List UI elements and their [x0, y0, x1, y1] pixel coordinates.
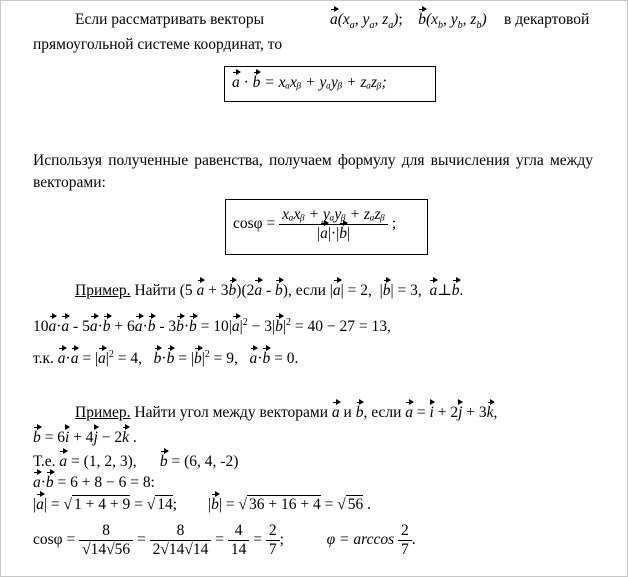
cos-fraction: $\frac{\text{xₐxᵦ + yₐyᵦ + zₐzᵦ}}{|a|\cdot|b|}$ — [279, 206, 388, 243]
intro-line1: Если рассматривать векторы — [75, 11, 265, 28]
vectors-definition: $a(x_a$, $y_a$, $z_a$); $b(x_b$, $y_b$, $z_b$) — [330, 11, 487, 32]
example1-line3: т.к. $a\cdot a = |a|^2 = 4$, $b\cdot b = |b|^2 = 9$, a·b = 0. — [33, 349, 299, 368]
frac-2: $\frac{8}{2√14√14}$ — [150, 522, 212, 559]
frac-3: $\frac{4}{14}$ — [228, 522, 250, 559]
frac-1: $\frac{8}{√14√56}$ — [79, 522, 133, 559]
example2-cos: cosφ = $\frac{8}{√14√56}$ = $\frac{8}{2√14√14}$ = $\frac{4}{14}$ = $\frac{2}{7}$ ; φ = arccos $\frac{2}{7}$ . — [33, 522, 416, 558]
example2-norms: |a| = √ 1 + 4 + 9 = √ 14; |b| = √ 36 + 16 + 4 = √ 56 . — [33, 496, 371, 513]
example2-dot: a·b = 6 + 8 − 6 = 8: — [33, 474, 155, 491]
vector-a-symbol: a — [330, 11, 338, 28]
intro-line2: прямоугольной системе координат, то — [33, 36, 283, 53]
intro-line1-end: в декартовой — [504, 11, 590, 28]
cos-formula: cosφ = $\frac{\text{xₐxᵦ + yₐyᵦ + zₐzᵦ}}{|a|\cdot|b|}$ ; — [233, 206, 397, 242]
dot-product-formula: a · b = xₐxᵦ + yₐyᵦ + zₐzᵦ; — [232, 74, 387, 91]
vector-b-symbol: b — [418, 11, 426, 28]
example2-line2: b = 6i + 4j − 2k . — [33, 429, 137, 446]
example2-coords: Т.е. a = (1, 2, 3), b = (6, 4, -2) — [33, 453, 239, 470]
phi-fraction: $\frac{2}{7}$ — [398, 522, 412, 559]
frac-4: $\frac{2}{7}$ — [266, 522, 280, 559]
paragraph-angle: Используя полученные равенства, получаем формулу для вычисления угла между векторами: — [33, 152, 593, 191]
example1-line1: Пример. Найти (5 a + 3b)(2a - b), если |a| = 2, |b| = 3, a⊥b. — [75, 282, 464, 299]
example2-line1: Пример. Найти угол между векторами a и b, если a = i + 2j + 3k, — [75, 404, 498, 421]
example1-line2: $10a\cdot a - 5a\cdot b + 6a\cdot b - 3b\cdot b = 10|a|^2 - 3|b|^2 = 40 - 27 = 13$, — [33, 317, 391, 336]
